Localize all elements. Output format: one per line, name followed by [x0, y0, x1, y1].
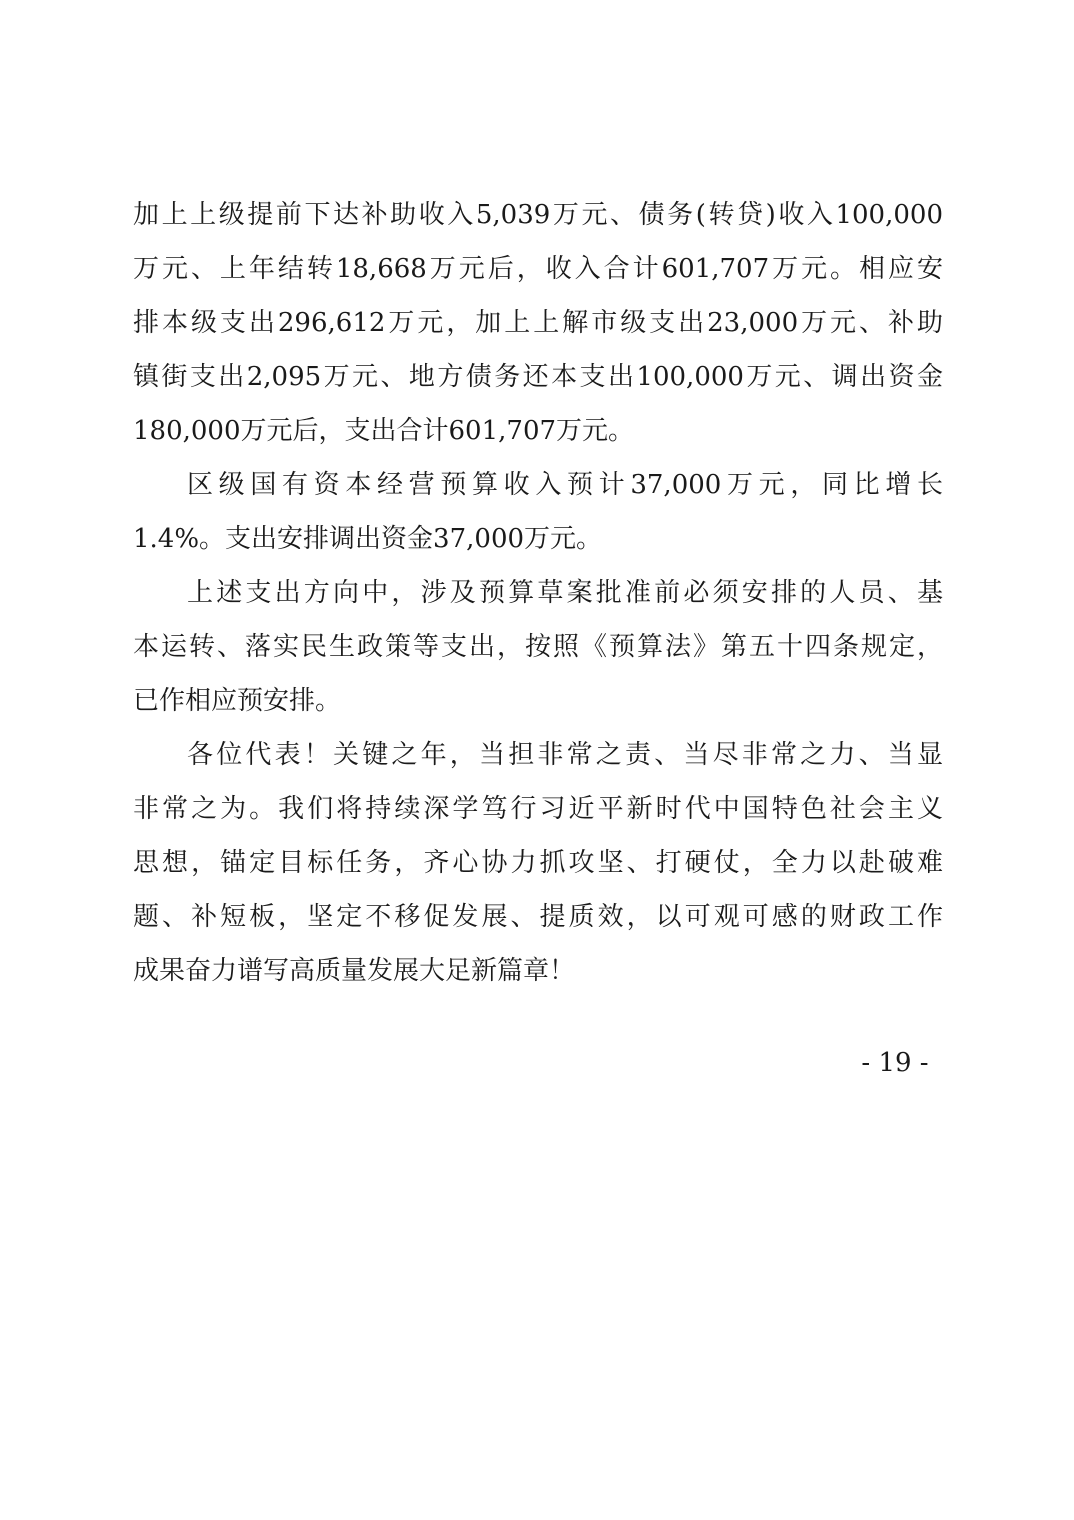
text-line: 非常之为。我们将持续深学笃行习近平新时代中国特色社会主义 [133, 794, 943, 824]
text-line: 万元、上年结转18,668万元后，收入合计601,707万元。相应安 [133, 254, 943, 284]
text-line: 1.4%。支出安排调出资金37,000万元。 [133, 524, 603, 554]
text-line: 本运转、落实民生政策等支出，按照《预算法》第五十四条规定， [133, 632, 943, 662]
text-line: 成果奋力谱写高质量发展大足新篇章！ [133, 956, 576, 986]
text-line: 加上上级提前下达补助收入5,039万元、债务(转贷)收入100,000 [133, 200, 943, 230]
page-number: - 19 - [861, 1048, 929, 1078]
text-line: 思想，锚定目标任务，齐心协力抓攻坚、打硬仗，全力以赴破难 [133, 848, 943, 878]
text-line: 上述支出方向中，涉及预算草案批准前必须安排的人员、基 [187, 578, 943, 608]
text-line: 各位代表！关键之年，当担非常之责、当尽非常之力、当显 [187, 740, 943, 770]
text-line: 已作相应预安排。 [133, 686, 342, 716]
text-line: 镇街支出2,095万元、地方债务还本支出100,000万元、调出资金 [133, 362, 943, 392]
text-line: 180,000万元后，支出合计601,707万元。 [133, 416, 635, 446]
body-text [133, 188, 943, 998]
text-line: 题、补短板，坚定不移促发展、提质效，以可观可感的财政工作 [133, 902, 943, 932]
text-line: 区级国有资本经营预算收入预计37,000万元，同比增长 [187, 470, 943, 500]
text-line: 排本级支出296,612万元，加上上解市级支出23,000万元、补助 [133, 308, 943, 338]
